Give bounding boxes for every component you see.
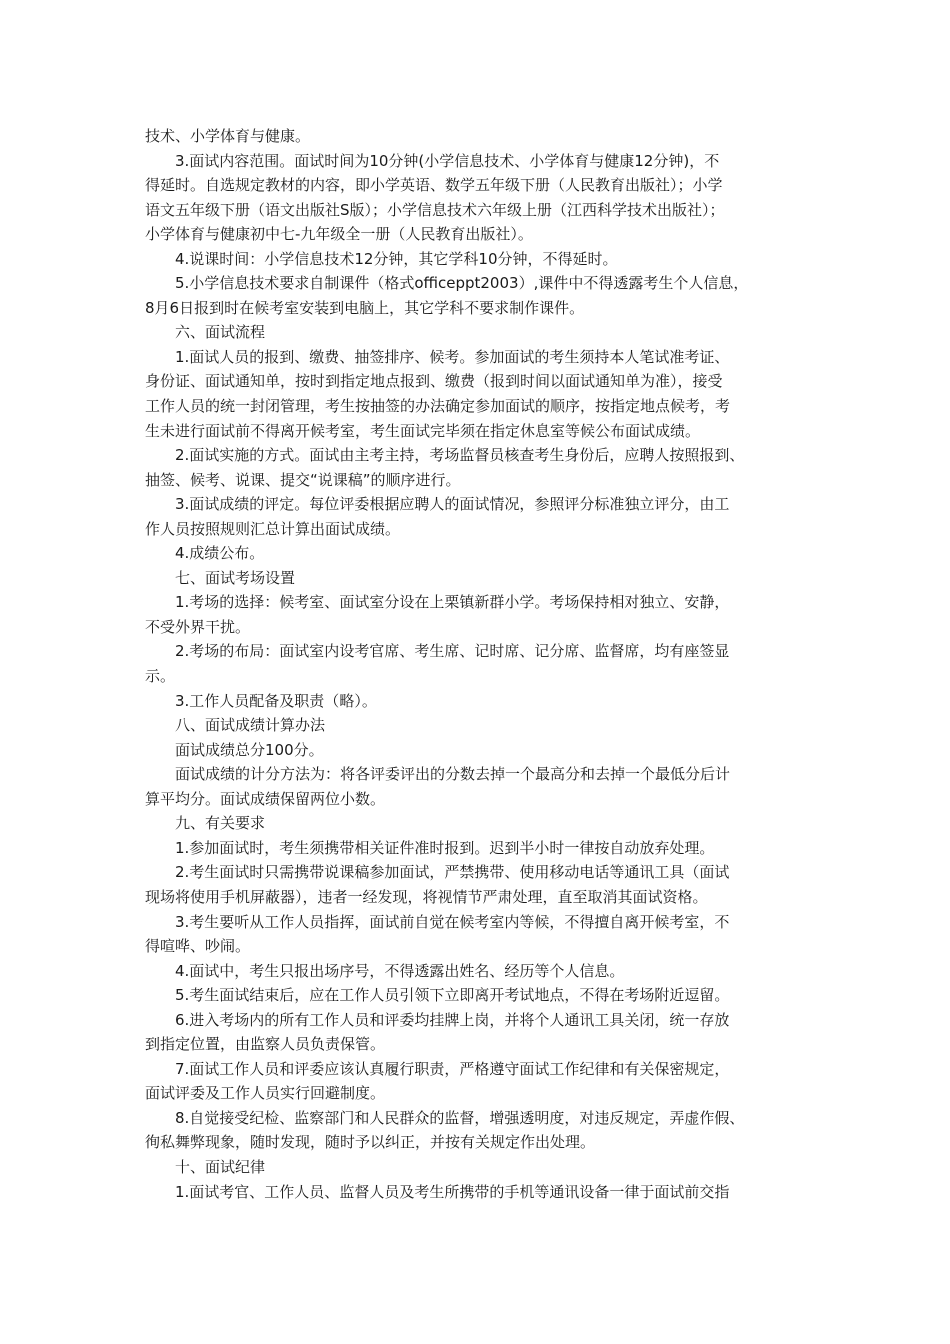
text-line: 1.面试人员的报到、缴费、抽签排序、候考。参加面试的考生须持本人笔试准考证、 xyxy=(175,347,730,366)
text-line: 3.工作人员配备及职责（略）。 xyxy=(175,691,377,710)
text-line: 到指定位置，由监察人员负责保管。 xyxy=(145,1035,386,1054)
text-line: 8.自觉接受纪检、监察部门和人民群众的监督，增强透明度，对违反规定，弄虚作假、 xyxy=(175,1108,745,1127)
text-line: 1.参加面试时，考生须携带相关证件准时报到。迟到半小时一律按自动放弃处理。 xyxy=(175,838,715,857)
text-line: 得延时。自选规定教材的内容，即小学英语、数学五年级下册（人民教育出版社）；小学 xyxy=(145,176,723,195)
text-line: 4.面试中，考生只报出场序号，不得透露出姓名、经历等个人信息。 xyxy=(175,961,625,980)
text-line: 语文五年级下册（语文出版社S版）；小学信息技术六年级上册（江西科学技术出版社）； xyxy=(145,200,725,219)
text-line: 十、面试纪律 xyxy=(175,1157,266,1176)
text-line: 1.考场的选择：候考室、面试室分设在上栗镇新群小学。考场保持相对独立、安静， xyxy=(175,593,730,612)
text-line: 3.面试成绩的评定。每位评委根据应聘人的面试情况，参照评分标准独立评分，由工 xyxy=(175,495,730,514)
text-line: 作人员按照规则汇总计算出面试成绩。 xyxy=(145,519,401,538)
text-line: 七、面试考场设置 xyxy=(175,568,296,587)
text-line: 面试评委及工作人员实行回避制度。 xyxy=(145,1084,386,1103)
text-line: 八、面试成绩计算办法 xyxy=(175,716,326,735)
text-line: 3.考生要听从工作人员指挥，面试前自觉在候考室内等候，不得擅自离开候考室，不 xyxy=(175,912,730,931)
text-line: 算平均分。面试成绩保留两位小数。 xyxy=(145,789,386,808)
text-line: 2.面试实施的方式。面试由主考主持，考场监督员核查考生身份后，应聘人按照报到、 xyxy=(175,446,745,465)
text-line: 5.小学信息技术要求自制课件（格式officeppt2003）,课件中不得透露考生个人信息， xyxy=(175,274,749,293)
text-line: 得喧哗、吵闹。 xyxy=(145,937,251,956)
text-line: 小学体育与健康初中七-九年级全一册（人民教育出版社）。 xyxy=(145,225,533,244)
document-page xyxy=(145,124,817,1204)
text-line: 3.面试内容范围。面试时间为10分钟(小学信息技术、小学体育与健康12分钟)，不 xyxy=(175,151,720,170)
text-line: 六、面试流程 xyxy=(175,323,266,342)
text-line: 技术、小学体育与健康。 xyxy=(145,127,311,145)
text-line: 8月6日报到时在候考室安装到电脑上，其它学科不要求制作课件。 xyxy=(145,298,585,317)
text-line: 4.成绩公布。 xyxy=(175,544,265,563)
text-line: 5.考生面试结束后，应在工作人员引领下立即离开考试地点，不得在考场附近逗留。 xyxy=(175,986,730,1005)
text-line: 4.说课时间：小学信息技术12分钟，其它学科10分钟，不得延时。 xyxy=(175,249,618,268)
text-line: 6.进入考场内的所有工作人员和评委均挂牌上岗，并将个人通讯工具关闭，统一存放 xyxy=(175,1010,730,1029)
text-line: 面试成绩总分100分。 xyxy=(175,740,324,759)
text-line: 徇私舞弊现象，随时发现，随时予以纠正，并按有关规定作出处理。 xyxy=(145,1133,596,1152)
text-line: 1.面试考官、工作人员、监督人员及考生所携带的手机等通讯设备一律于面试前交指 xyxy=(175,1182,730,1201)
text-line: 面试成绩的计分方法为：将各评委评出的分数去掉一个最高分和去掉一个最低分后计 xyxy=(175,765,731,784)
text-line: 现场将使用手机屏蔽器），违者一经发现，将视情节严肃处理，直至取消其面试资格。 xyxy=(145,887,708,906)
text-line: 生未进行面试前不得离开候考室，考生面试完毕须在指定休息室等候公布面试成绩。 xyxy=(145,421,701,440)
text-line: 不受外界干扰。 xyxy=(145,617,251,636)
text-line: 2.考场的布局：面试室内设考官席、考生席、记时席、记分席、监督席，均有座签显 xyxy=(175,642,730,661)
text-line: 7.面试工作人员和评委应该认真履行职责，严格遵守面试工作纪律和有关保密规定， xyxy=(175,1059,730,1078)
text-line: 身份证、面试通知单，按时到指定地点报到、缴费（报到时间以面试通知单为准），接受 xyxy=(145,372,723,391)
text-line: 2.考生面试时只需携带说课稿参加面试，严禁携带、使用移动电话等通讯工具（面试 xyxy=(175,863,730,882)
text-line: 抽签、候考、说课、提交“说课稿”的顺序进行。 xyxy=(145,470,461,489)
text-line: 九、有关要求 xyxy=(175,814,266,833)
text-line: 示。 xyxy=(145,667,176,686)
text-line: 工作人员的统一封闭管理，考生按抽签的办法确定参加面试的顺序，按指定地点候考，考 xyxy=(145,397,731,416)
